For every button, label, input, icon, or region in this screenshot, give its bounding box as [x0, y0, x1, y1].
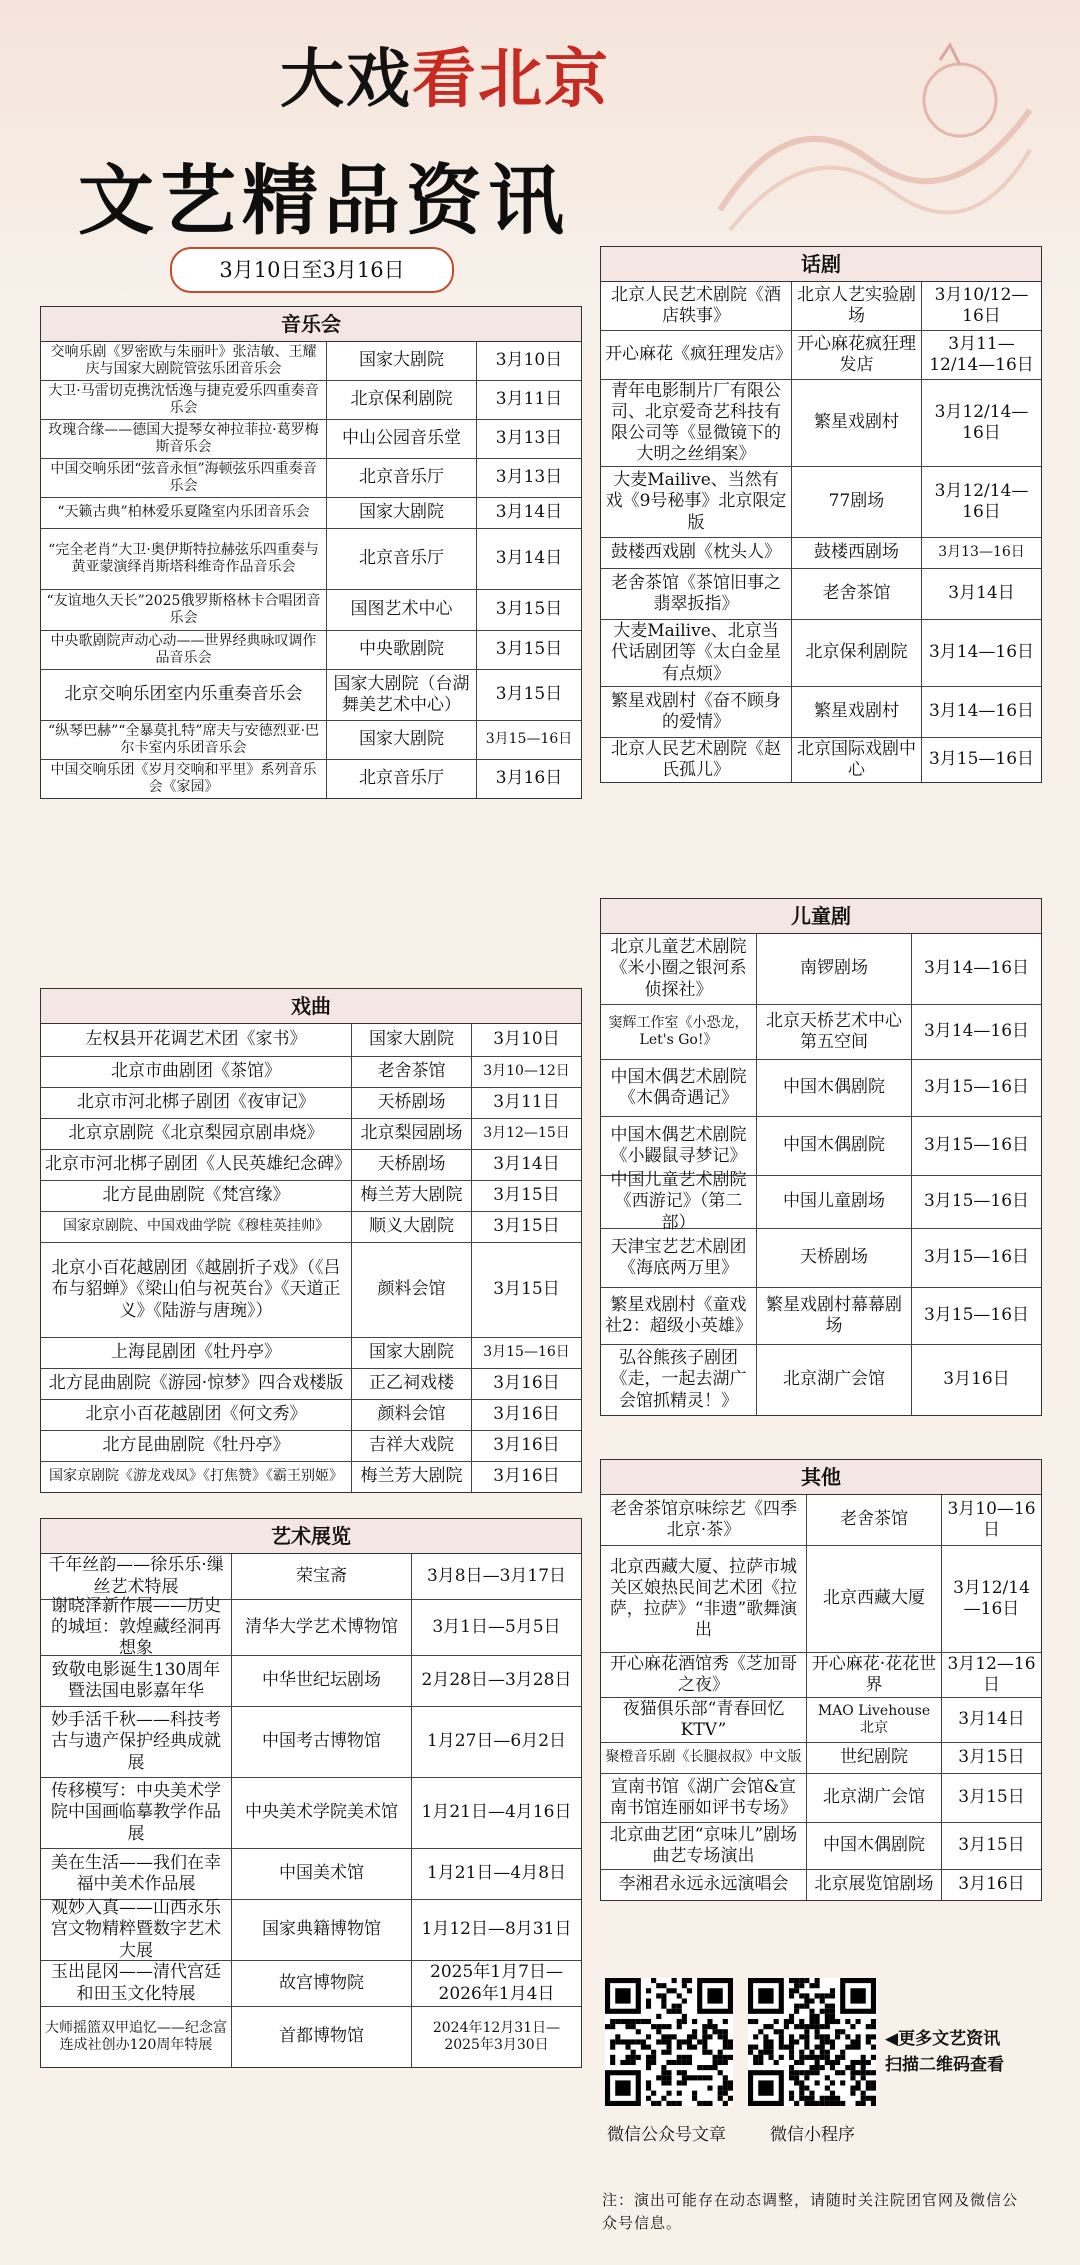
venue: 北京保利剧院 [326, 381, 476, 419]
page-title: 文艺精品资讯 [78, 156, 570, 245]
table-row [601, 1229, 1041, 1288]
table-row [41, 1707, 581, 1778]
date: 3月11日 [476, 381, 581, 419]
date: 1月27日—6月2日 [411, 1707, 581, 1777]
event-title: 中央歌剧院声动心动——世界经典咏叹调作品音乐会 [50, 632, 317, 666]
kids-rows [601, 934, 1041, 1415]
venue: 颜料会馆 [351, 1400, 471, 1430]
venue: 鼓楼西剧场 [791, 538, 921, 568]
venue: 国家大剧院 [326, 342, 476, 380]
venue: 国家典籍博物馆 [231, 1900, 411, 1960]
date: 3月14日 [471, 1150, 581, 1180]
venue: 77剧场 [791, 467, 921, 537]
venue: 北京音乐厅 [326, 760, 476, 798]
opera-rows [41, 1024, 581, 1492]
table-row [41, 1431, 581, 1462]
venue: 国家大剧院 [351, 1338, 471, 1368]
table-row [41, 590, 581, 631]
section-title-kids: 儿童剧 [601, 899, 1041, 934]
event-title: 北京小百花越剧团《越剧折子戏》（《吕布与貂蝉》《梁山伯与祝英台》《天道正义》《陆游与唐琬》） [51, 1258, 341, 1321]
venue: 老舍茶馆 [791, 569, 921, 619]
opera-section [40, 988, 582, 1493]
event-title: 传移模写：中央美术学院中国画临摹教学作品展 [51, 1781, 221, 1844]
venue: 繁星戏剧村 [791, 380, 921, 466]
table-row [601, 687, 1041, 738]
event-title: “纵琴巴赫”“全暴莫扎特”席夫与安德烈亚·巴尔卡室内乐团音乐会 [47, 722, 320, 756]
event-title: 开心麻花《疯狂理发店》 [605, 344, 792, 365]
date: 3月14—16日 [921, 687, 1041, 737]
venue: 正乙祠戏楼 [351, 1369, 471, 1399]
table-row [41, 631, 581, 670]
venue: 国家大剧院 [351, 1024, 471, 1056]
event-title: 北京交响乐团室内乐重奏音乐会 [64, 684, 303, 705]
event-title: 夜猫俱乐部“青春回忆KTV” [622, 1698, 785, 1740]
table-row [41, 1181, 581, 1212]
table-row [41, 498, 581, 529]
venue: 南锣剧场 [756, 934, 911, 1004]
event-title: 大师摇篮双甲追忆——纪念富连成社创办120周年特展 [45, 2019, 227, 2053]
brand-part2: 看北京 [412, 42, 610, 117]
table-row [41, 1778, 581, 1849]
exhibition-rows [41, 1554, 581, 2067]
date: 2024年12月31日—2025年3月30日 [411, 2007, 581, 2067]
date: 3月16日 [911, 1345, 1041, 1415]
date: 3月12/14—16日 [941, 1546, 1041, 1652]
date: 3月15—16日 [921, 738, 1041, 782]
other-section [600, 1459, 1042, 1901]
event-title: 北京市曲剧团《茶馆》 [111, 1061, 281, 1082]
venue: 顺义大剧院 [351, 1212, 471, 1242]
date: 3月12/14—16日 [921, 380, 1041, 466]
venue: 中山公园音乐堂 [326, 420, 476, 458]
date: 3月14—16日 [921, 620, 1041, 686]
venue: 首都博物馆 [231, 2007, 411, 2067]
date: 3月15—16日 [911, 1176, 1041, 1228]
venue: 繁星戏剧村 [791, 687, 921, 737]
event-title: 老舍茶馆京味综艺《四季北京·茶》 [610, 1498, 797, 1540]
drama-rows [601, 282, 1041, 782]
event-title: 窦辉工作室《小恐龙，Let's Go!》 [608, 1014, 749, 1048]
event-title: 北方昆曲剧院《牡丹亭》 [102, 1435, 290, 1456]
event-title: 大麦Mailive、当然有戏《9号秘事》北京限定版 [605, 470, 787, 533]
date: 3月15日 [471, 1181, 581, 1211]
venue: 中央美术学院美术馆 [231, 1778, 411, 1848]
other-rows [601, 1495, 1041, 1900]
table-row [601, 620, 1041, 687]
date: 3月10—12日 [471, 1057, 581, 1087]
date: 3月15—16日 [911, 1060, 1041, 1116]
venue: 荣宝斋 [231, 1554, 411, 1599]
qr-code-icon [748, 1978, 876, 2106]
date: 3月8日—3月17日 [411, 1554, 581, 1599]
venue: 中国木偶剧院 [756, 1060, 911, 1116]
more-line1: ◀更多文艺资讯 [885, 2029, 1001, 2049]
date: 3月14日 [476, 529, 581, 589]
table-row [601, 331, 1041, 380]
event-title: 聚橙音乐剧《长腿叔叔》中文版 [605, 1749, 802, 1766]
date: 1月12日—8月31日 [411, 1900, 581, 1960]
qr1-caption: 微信公众号文章 [607, 2125, 726, 2145]
event-title: 交响乐剧《罗密欧与朱丽叶》张洁敏、王耀庆与国家大剧院管弦乐团音乐会 [50, 343, 317, 377]
table-row [41, 1656, 581, 1707]
venue: 世纪剧院 [806, 1743, 941, 1773]
table-row [601, 738, 1041, 782]
event-title: “完全老肖”大卫·奥伊斯特拉赫弦乐四重奏与黄亚蒙演绎肖斯塔科维奇作品音乐会 [48, 541, 319, 575]
venue: 中国儿童剧场 [756, 1176, 911, 1228]
date: 3月14—16日 [911, 934, 1041, 1004]
table-row [41, 1057, 581, 1088]
date: 3月15日 [941, 1823, 1041, 1869]
date: 3月14日 [941, 1698, 1041, 1742]
section-title-drama: 话剧 [601, 247, 1041, 282]
venue: 颜料会馆 [351, 1243, 471, 1337]
qr2-caption: 微信小程序 [770, 2125, 855, 2145]
date: 3月15日 [471, 1243, 581, 1337]
date: 3月13—16日 [921, 538, 1041, 568]
event-title: 北方昆曲剧院《梵宫缘》 [102, 1185, 290, 1206]
date: 3月14日 [476, 498, 581, 528]
table-row [601, 538, 1041, 569]
footer-note: 注：演出可能存在动态调整，请随时关注院团官网及微信公众号信息。 [602, 2191, 1019, 2233]
venue: 吉祥大戏院 [351, 1431, 471, 1461]
event-title: 玫瑰合缘——德国大提琴女神拉菲拉·葛罗梅斯音乐会 [48, 421, 319, 455]
date: 1月21日—4月8日 [411, 1849, 581, 1899]
venue: 国图艺术中心 [326, 590, 476, 630]
event-title: 左权县开花调艺术团《家书》 [85, 1029, 307, 1050]
more-info-hint [885, 2027, 1004, 2078]
table-row [601, 1698, 1041, 1743]
date: 3月16日 [471, 1431, 581, 1461]
event-title: 青年电影制片厂有限公司、北京爱奇艺科技有限公司等《显微镜下的大明之丝绢案》 [611, 380, 781, 465]
section-title-other: 其他 [601, 1460, 1041, 1495]
event-title: 北京人民艺术剧院《酒店轶事》 [611, 284, 781, 326]
table-row [41, 1554, 581, 1600]
date: 3月15日 [476, 590, 581, 630]
venue: 北京西藏大厦 [806, 1546, 941, 1652]
table-row [601, 282, 1041, 331]
venue: 北京人艺实验剧场 [791, 282, 921, 330]
date: 3月13日 [476, 459, 581, 497]
event-title: 中国木偶艺术剧院《木偶奇遇记》 [610, 1066, 747, 1108]
date: 3月16日 [476, 760, 581, 798]
event-title: 上海昆剧团《牡丹亭》 [111, 1342, 281, 1363]
date: 3月16日 [471, 1462, 581, 1492]
date: 3月15日 [471, 1212, 581, 1242]
table-row [601, 1546, 1041, 1653]
venue: 老舍茶馆 [806, 1495, 941, 1545]
event-title: 北京京剧院《北京梨园京剧串烧》 [68, 1123, 324, 1144]
event-title: 致敬电影诞生130周年暨法国电影嘉年华 [51, 1659, 221, 1701]
date: 3月14日 [921, 569, 1041, 619]
event-title: 千年丝韵——徐乐乐·缫丝艺术特展 [48, 1555, 224, 1597]
table-row [41, 1369, 581, 1400]
venue: 国家大剧院 [326, 721, 476, 759]
table-row [41, 1961, 581, 2007]
event-title: 繁星戏剧村《奋不顾身的爱情》 [611, 690, 781, 732]
table-row [41, 760, 581, 798]
concert-rows [41, 342, 581, 798]
table-row [41, 1119, 581, 1150]
date: 3月10—16日 [941, 1495, 1041, 1545]
event-title: 宣南书馆《湖广会馆&宣南书馆连丽如评书专场》 [610, 1776, 797, 1818]
date: 3月16日 [471, 1400, 581, 1430]
event-title: 中国交响乐团“弦音永恒”海顿弦乐四重奏音乐会 [50, 460, 317, 494]
table-row [41, 1150, 581, 1181]
date: 3月15—16日 [911, 1288, 1041, 1344]
date: 3月15—16日 [476, 721, 581, 759]
venue: 天桥剧场 [351, 1150, 471, 1180]
event-title: 北京人民艺术剧院《赵氏孤儿》 [611, 738, 781, 780]
table-row [601, 569, 1041, 620]
date: 3月16日 [941, 1870, 1041, 1900]
event-title: 玉出昆冈——清代宫廷和田玉文化特展 [51, 1962, 221, 2004]
date: 3月15日 [941, 1774, 1041, 1822]
table-row [41, 721, 581, 760]
table-row [41, 670, 581, 721]
table-row [601, 467, 1041, 538]
table-row [41, 1024, 581, 1057]
event-title: “天籁古典”柏林爱乐夏隆室内乐团音乐会 [57, 504, 310, 521]
date: 3月1日—5月5日 [411, 1600, 581, 1655]
venue: 开心麻花·花花世界 [806, 1653, 941, 1697]
table-row [41, 1900, 581, 1961]
date: 3月14—16日 [911, 1005, 1041, 1059]
venue: 开心麻花疯狂理发店 [791, 331, 921, 379]
event-title: 中国木偶艺术剧院《小鼹鼠寻梦记》 [610, 1124, 747, 1166]
table-row [601, 1653, 1041, 1698]
qr-code-icon [605, 1978, 733, 2106]
venue: 北京天桥艺术中心第五空间 [756, 1005, 911, 1059]
date: 3月15—16日 [911, 1229, 1041, 1287]
section-title-opera: 戏曲 [41, 989, 581, 1024]
table-row [41, 342, 581, 381]
event-title: “友谊地久天长”2025俄罗斯格林卡合唱团音乐会 [46, 592, 321, 626]
event-title: 北京小百花越剧团《何文秀》 [85, 1404, 307, 1425]
venue: 北京湖广会馆 [756, 1345, 911, 1415]
venue: 故宫博物院 [231, 1961, 411, 2006]
event-title: 北方昆曲剧院《游园·惊梦》四合戏楼版 [48, 1373, 344, 1394]
table-row [41, 459, 581, 498]
venue: 北京国际戏剧中心 [791, 738, 921, 782]
wechat-miniprogram-qr-code[interactable] [748, 1978, 876, 2106]
event-title: 北京西藏大厦、拉萨市城关区娘热民间艺术团《拉萨，拉萨》“非遗”歌舞演出 [609, 1556, 798, 1641]
concert-section [40, 306, 582, 799]
date: 3月12—15日 [471, 1119, 581, 1149]
event-title: 观妙入真——山西永乐宫文物精粹暨数字艺术大展 [51, 1898, 221, 1961]
venue: 梅兰芳大剧院 [351, 1181, 471, 1211]
venue: 北京梨园剧场 [351, 1119, 471, 1149]
table-row [601, 1823, 1041, 1870]
event-title: 鼓楼西戏剧《枕头人》 [611, 542, 781, 563]
date: 3月15日 [476, 670, 581, 720]
venue: 老舍茶馆 [351, 1057, 471, 1087]
event-title: 中国儿童艺术剧院《西游记》（第二部） [610, 1170, 747, 1233]
more-line2: 扫描二维码查看 [885, 2054, 1004, 2075]
venue: 北京音乐厅 [326, 529, 476, 589]
drama-section [600, 246, 1042, 783]
table-row [601, 1117, 1041, 1176]
event-title: 北京儿童艺术剧院《米小圈之银河系侦探社》 [610, 937, 747, 1000]
event-title: 谢晓泽新作展——历史的城垣：敦煌藏经洞再想象 [51, 1595, 221, 1659]
venue: 中华世纪坛剧场 [231, 1656, 411, 1706]
table-row [601, 1495, 1041, 1546]
table-row [41, 1338, 581, 1369]
date: 3月10/12—16日 [921, 282, 1041, 330]
date: 3月15日 [941, 1743, 1041, 1773]
section-title-exhibition: 艺术展览 [41, 1519, 581, 1554]
event-title: 国家京剧院、中国戏曲学院《穆桂英挂帅》 [63, 1218, 329, 1235]
venue: 北京音乐厅 [326, 459, 476, 497]
section-title-concert: 音乐会 [41, 307, 581, 342]
table-row [601, 1774, 1041, 1823]
venue: 天桥剧场 [756, 1229, 911, 1287]
table-row [601, 1743, 1041, 1774]
date: 3月11日 [471, 1088, 581, 1118]
date: 3月10日 [476, 342, 581, 380]
table-row [41, 420, 581, 459]
date: 3月15—16日 [471, 1338, 581, 1368]
event-title: 天津宝艺艺术剧团《海底两万里》 [610, 1236, 747, 1278]
venue: 梅兰芳大剧院 [351, 1462, 471, 1492]
table-row [41, 1595, 581, 1659]
date: 3月15日 [476, 631, 581, 669]
table-row [41, 2007, 581, 2067]
venue: 北京湖广会馆 [806, 1774, 941, 1822]
event-title: 弘谷熊孩子剧团《走，一起去湖广会馆抓精灵！》 [610, 1348, 747, 1411]
venue: 中国木偶剧院 [756, 1117, 911, 1175]
table-row [41, 1400, 581, 1431]
table-row [41, 1088, 581, 1119]
table-row [41, 1243, 581, 1338]
venue: 中央歌剧院 [326, 631, 476, 669]
event-title: 北京曲艺团“京味儿”剧场曲艺专场演出 [609, 1824, 798, 1866]
kids-section [600, 898, 1042, 1416]
date: 3月16日 [471, 1369, 581, 1399]
table-row [601, 1288, 1041, 1345]
venue: 中国美术馆 [231, 1849, 411, 1899]
table-row [41, 1849, 581, 1900]
event-title: 开心麻花酒馆秀《芝加哥之夜》 [610, 1653, 797, 1695]
event-title: 北京市河北梆子剧团《人民英雄纪念碑》 [45, 1154, 351, 1175]
venue: 中国木偶剧院 [806, 1823, 941, 1869]
decorative-swirl-icon [710, 40, 1040, 240]
table-row [601, 380, 1041, 467]
venue: 天桥剧场 [351, 1088, 471, 1118]
table-row [601, 1870, 1041, 1900]
date-range-badge: 3月10日至3月16日 [170, 247, 454, 293]
event-title: 大卫·马雷切克携沈恬逸与捷克爱乐四重奏音乐会 [48, 382, 319, 416]
event-title: 繁星戏剧村《童戏社2：超级小英雄》 [605, 1294, 752, 1336]
event-title: 国家京剧院《游龙戏凤》《打焦赞》《霸王别姬》 [49, 1468, 343, 1485]
event-title: 老舍茶馆《茶馆旧事之翡翠扳指》 [611, 572, 781, 614]
venue: 北京展览馆剧场 [806, 1870, 941, 1900]
venue: 繁星戏剧村幕幕剧场 [756, 1288, 911, 1344]
table-row [41, 381, 581, 420]
date: 1月21日—4月16日 [411, 1778, 581, 1848]
table-row [41, 1212, 581, 1243]
date: 3月12/14—16日 [921, 467, 1041, 537]
brand-logo [280, 28, 610, 120]
table-row [41, 529, 581, 590]
brand-part1: 大戏 [280, 42, 412, 117]
table-row [601, 934, 1041, 1005]
event-title: 大麦Mailive、北京当代话剧团等《太白金星有点烦》 [611, 621, 781, 684]
wechat-article-qr-code[interactable] [605, 1978, 733, 2106]
table-row [601, 1170, 1041, 1233]
table-row [601, 1005, 1041, 1060]
venue: MAO Livehouse北京 [806, 1698, 941, 1742]
exhibition-section [40, 1518, 582, 2068]
date: 2025年1月7日—2026年1月4日 [411, 1961, 581, 2006]
venue: 北京保利剧院 [791, 620, 921, 686]
venue: 国家大剧院（台湖舞美艺术中心） [326, 670, 476, 720]
event-title: 李湘君永远永远演唱会 [618, 1874, 789, 1895]
date: 3月10日 [471, 1024, 581, 1056]
date: 3月12—16日 [941, 1653, 1041, 1697]
date: 3月13日 [476, 420, 581, 458]
table-row [41, 1462, 581, 1492]
date: 2月28日—3月28日 [411, 1656, 581, 1706]
event-title: 妙手活千秋——科技考古与遗产保护经典成就展 [51, 1710, 221, 1773]
venue: 国家大剧院 [326, 498, 476, 528]
venue: 中国考古博物馆 [231, 1707, 411, 1777]
event-title: 北京市河北梆子剧团《夜审记》 [77, 1092, 315, 1113]
date: 3月15—16日 [911, 1117, 1041, 1175]
table-row [601, 1345, 1041, 1415]
event-title: 中国交响乐团《岁月交响和平里》系列音乐会《家园》 [50, 761, 317, 795]
table-row [601, 1060, 1041, 1117]
venue: 清华大学艺术博物馆 [231, 1600, 411, 1655]
event-title: 美在生活——我们在幸福中美术作品展 [51, 1852, 221, 1894]
date: 3月11—12/14—16日 [921, 331, 1041, 379]
